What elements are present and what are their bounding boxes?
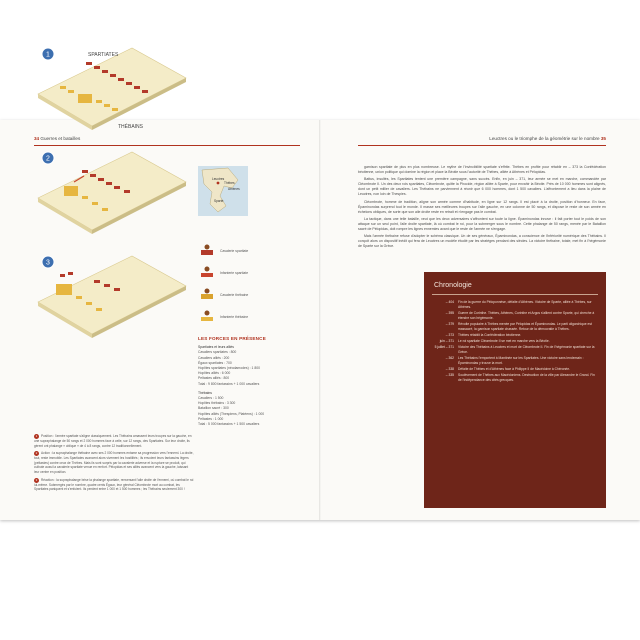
chronology-text: Fin de la guerre du Péloponnèse, défaite d'Athènes. Victoire de Sparte, alliée à Thèbes, sur Athènes. [458, 300, 592, 309]
map-label-leuctres: Leuctres [212, 177, 225, 181]
phase-2-number: 2 [46, 155, 50, 163]
chronology-text: Victoire des Thébains à Leuctres et mort de Cléombrote II. Fin de l'hégémonie spartiate sur la Grèce. [458, 345, 595, 355]
spartans-heading: Spartiates et leurs alliés [198, 345, 234, 350]
caption [34, 451, 194, 474]
legend-item [198, 284, 268, 306]
body-column [358, 165, 606, 251]
legend-item [198, 306, 268, 328]
chronology-date: – 404 [445, 300, 454, 304]
right-running-head [489, 136, 606, 141]
body-paragraph: Mais l'armée thébaine refuse d'adopter le schéma classique. Un de ses généraux, Épaminondas, a conscience de l'infériorité numérique des Thébains. Il conçoit alors un dispositif inédit qui fera de Leuctres un modèle étudié par les stratèges pendant des siècles. La victoire thébaine, totale, met fin à l'hégémonie de Sparte sur la Grèce. [358, 234, 606, 249]
chronology-item [432, 300, 598, 310]
diagram-captions [34, 434, 194, 495]
forces-line: Cavaliers : 1 500 [198, 396, 224, 401]
label-thebains: THÉBAINS [118, 124, 144, 130]
chronology-date: – 338 [445, 367, 454, 372]
chronology-item [432, 345, 598, 355]
right-header-rule [358, 145, 606, 146]
caption-text: Position : l'armée spartiate s'aligne classiquement. Les Thébains amassent leurs troupes sur la gauche, en une supraphalange de 50 rangs et 2 000 hommes face à celle, sur 12 rangs, des Spartiates. Sur leur droite, ils gèrent ont phalange « oblique » de 4 à 8 rangs, contre 12 traditionnellement. [34, 434, 192, 448]
chronology-date: – 395 [445, 310, 454, 315]
chronology-box [424, 272, 606, 508]
body-paragraph: garnison spartiate de plus en plus nombreuse. Le mythe de l'invincibilité spartiate s'effrite. Thèbes en profite pour rétablir en – 373 la Confédération béotienne, union politique qui domine la région et place la Béotie sous l'autorité de Thèbes, alliée à Athènes et Pélopidas. [358, 165, 606, 175]
greece-map [198, 166, 248, 216]
chronology-list [432, 300, 598, 384]
unit-legend [198, 240, 268, 328]
chronology-item [432, 373, 598, 383]
body-paragraph: La tactique, dans une telle bataille, veut que les deux adversaires s'affrontent sur toute la ligne. Épaminondas innove : il fait porter tout le poids de son attaque sur un seul point, l'aile droite spartiate, là où combat le roi, pour la submerger sous le nombre. Cette phalange de 50 rangs, menée par le Bataillon sacré de Pélopidas, doit rompre les lignes ennemies avant que le reste de l'armée ne s'engage. [358, 216, 606, 232]
chronology-item [432, 322, 598, 332]
forces-line: Cavaliers spartiates : 800 [198, 350, 237, 355]
forces-line: Hoplites alliés (Thespiens, Platéens) : 1 000 [198, 411, 265, 416]
left-page-number: 34 [34, 136, 40, 141]
infantry-icon [198, 264, 216, 282]
cavalry-icon [198, 242, 216, 260]
thebans-heading: Thébains [198, 390, 212, 395]
forces-line: Peltastes : 1 000 [198, 416, 224, 421]
phase-2-panel [34, 146, 190, 238]
chronology-text: Défaite de Thèbes et d'Athènes face à Philippe II de Macédoine à Chéronée. [458, 367, 571, 372]
infantry-icon [198, 308, 216, 326]
body-paragraph: Cléombrote, homme de tradition, aligne son armée comme d'habitude, en ligne sur 12 rangs. Il est placé à la droite, position d'honneur. En face, Épaminondas surprend tout le monde. Il masse ses meilleures troupes sur l'aile gauche, en une colonne de 50 rangs, et dispose le reste de son armée en échelons obliques, de sorte que son aile droite reste en retrait et n'engage pas le combat. [358, 199, 606, 214]
forces-line: Cavaliers alliés : 200 [198, 355, 230, 360]
right-page-title: Leuctres ou le triomphe de la géométrie sur le nombre [489, 136, 600, 141]
caption [34, 434, 194, 448]
caption-text: Action : la supraphalange thébaine avec ses 2 000 hommes entame sa progression vers l'ennemi. La droite, tout, reste immobile. Les Spartiates avancent alors vivement les hostilités ; ils envoient leurs fantassins légers (peltastes) contre ceux de Thèbes. Mais ils sont surpris par la cavalerie adverse et la rupture se produit, qui culbute aussi la cavalerie spartiate venue en renfort. Pélopidas et ses alliés avancent vers la gauche, laissant leur centre en position. [34, 451, 194, 474]
chronology-item [432, 339, 598, 344]
forces-line: Hoplites thébains : 3 300 [198, 401, 236, 406]
phase-1-panel [34, 42, 190, 134]
chronology-text: Thèbes rétablit la Confédération béotienne. [458, 332, 522, 337]
left-page-title: Guerres et batailles [40, 136, 81, 141]
chronology-item [432, 333, 598, 338]
chronology-date: 5 juillet – 371 [434, 345, 454, 350]
map-label-sparte: Sparte [214, 199, 224, 203]
label-spartiates: SPARTIATES [88, 52, 119, 58]
caption-number: 2 [35, 451, 38, 456]
caption-number: 3 [35, 477, 38, 482]
chronology-item [432, 311, 598, 321]
chronology-text: Le roi spartiate Cléombrote II se met en marche vers la Béotie. [458, 339, 550, 344]
forces-line: Égaux spartiates : 700 [198, 360, 232, 365]
body-paragraph: Battus, insultés, les Spartiates tentent une première campagne, sans succès. Enfin, en juin – 371, leur armée se met en marche, commandée par Cléombrote II. Un des deux rois spartiates, Cléombrote, quitte la Phocide, région alliée à Sparte, pour envahir la Béotie. Près de 10 000 hommes sont alignés, dont un petit millier de cavaliers. Les Thébains ne parviennent à réunir que 6 000 hommes, dont 1 500 cavaliers. L'affrontement a lieu dans la plaine de Leuctres, non loin de Thespies. [358, 177, 606, 197]
legend-label: Infanterie thébaine [220, 315, 249, 319]
forces-line: Peltastes alliés : 800 [198, 376, 230, 381]
chronology-text: Révolte populaire à Thèbes menée par Pélopidas et Épaminondas. Le parti oligarchique est massacré, la garnison spartiate chassée. Retour de la démocratie à Thèbes. [458, 321, 592, 331]
phase-1-number: 1 [46, 51, 50, 59]
caption-number: 1 [35, 434, 38, 438]
chronology-text: Guerre de Corinthe. Thèbes, Athènes, Corinthe et Argos s'allient contre Sparte, qui cherche à étendre son hégémonie. [458, 310, 595, 320]
chronology-rule [432, 294, 598, 295]
chronology-date: – 362 [445, 356, 454, 361]
chronology-title: Chronologie [434, 282, 472, 289]
chronology-text: Les Thébains l'emportent à Mantinée sur les Spartiates. Une victoire sans lendemain : Épaminondas y trouve la mort. [458, 356, 584, 366]
forces-line: Total : 5 000 fantassins + 1 500 cavaliers [198, 422, 260, 427]
chronology-date: – 335 [445, 373, 454, 378]
forces-title: LES FORCES EN PRÉSENCE [198, 336, 266, 341]
chronology-item [432, 367, 598, 372]
page-gutter [319, 120, 321, 520]
chronology-item [432, 356, 598, 366]
phase-3-panel [34, 250, 190, 342]
legend-label: Infanterie spartiate [220, 271, 249, 275]
legend-label: Cavalerie spartiate [220, 249, 249, 253]
legend-item [198, 262, 268, 284]
forces-line: Hoplites spartiates (néodamodes) : 1 800 [198, 366, 261, 371]
legend-item [198, 240, 268, 262]
phase-3-number: 3 [46, 259, 50, 267]
caption [34, 478, 194, 492]
legend-label: Cavalerie thébaine [220, 293, 249, 297]
forces-line: Hoplites alliés : 6 000 [198, 371, 231, 376]
chronology-date: – 373 [445, 332, 454, 337]
forces-box [198, 336, 308, 427]
right-page-number: 35 [600, 136, 606, 141]
battle-diagram [34, 42, 190, 350]
chronology-date: juin – 371 [439, 339, 454, 344]
forces-line: Total : 9 800 fantassins + 1 000 cavaliers [198, 381, 260, 386]
chronology-date: – 379 [445, 321, 454, 326]
caption-text: Réaction : la supraphalange brise la phalange spartiate, renversant l'aile droite de l'ennemi, où combat le roi lui-même. Submergés par le nombre, quatre cents Égaux, leur général Cléombrote mort au combat, les Spartiates paniquent et s'enfuient. Ils perdent entre 1 000 et 1 500 hommes ; les Thébains seulement 300 ! [34, 477, 194, 492]
map-label-athenes: Athènes [228, 187, 240, 191]
map-label-thebes: Thèbes [224, 181, 235, 185]
cavalry-icon [198, 286, 216, 304]
forces-line: Bataillon sacré : 300 [198, 406, 229, 411]
chronology-text: Soulèvement de Thèbes aux Macédoniens. Destruction de la ville par Alexandre le Grand. Fin de l'indépendance des cités grecques. [458, 373, 595, 383]
